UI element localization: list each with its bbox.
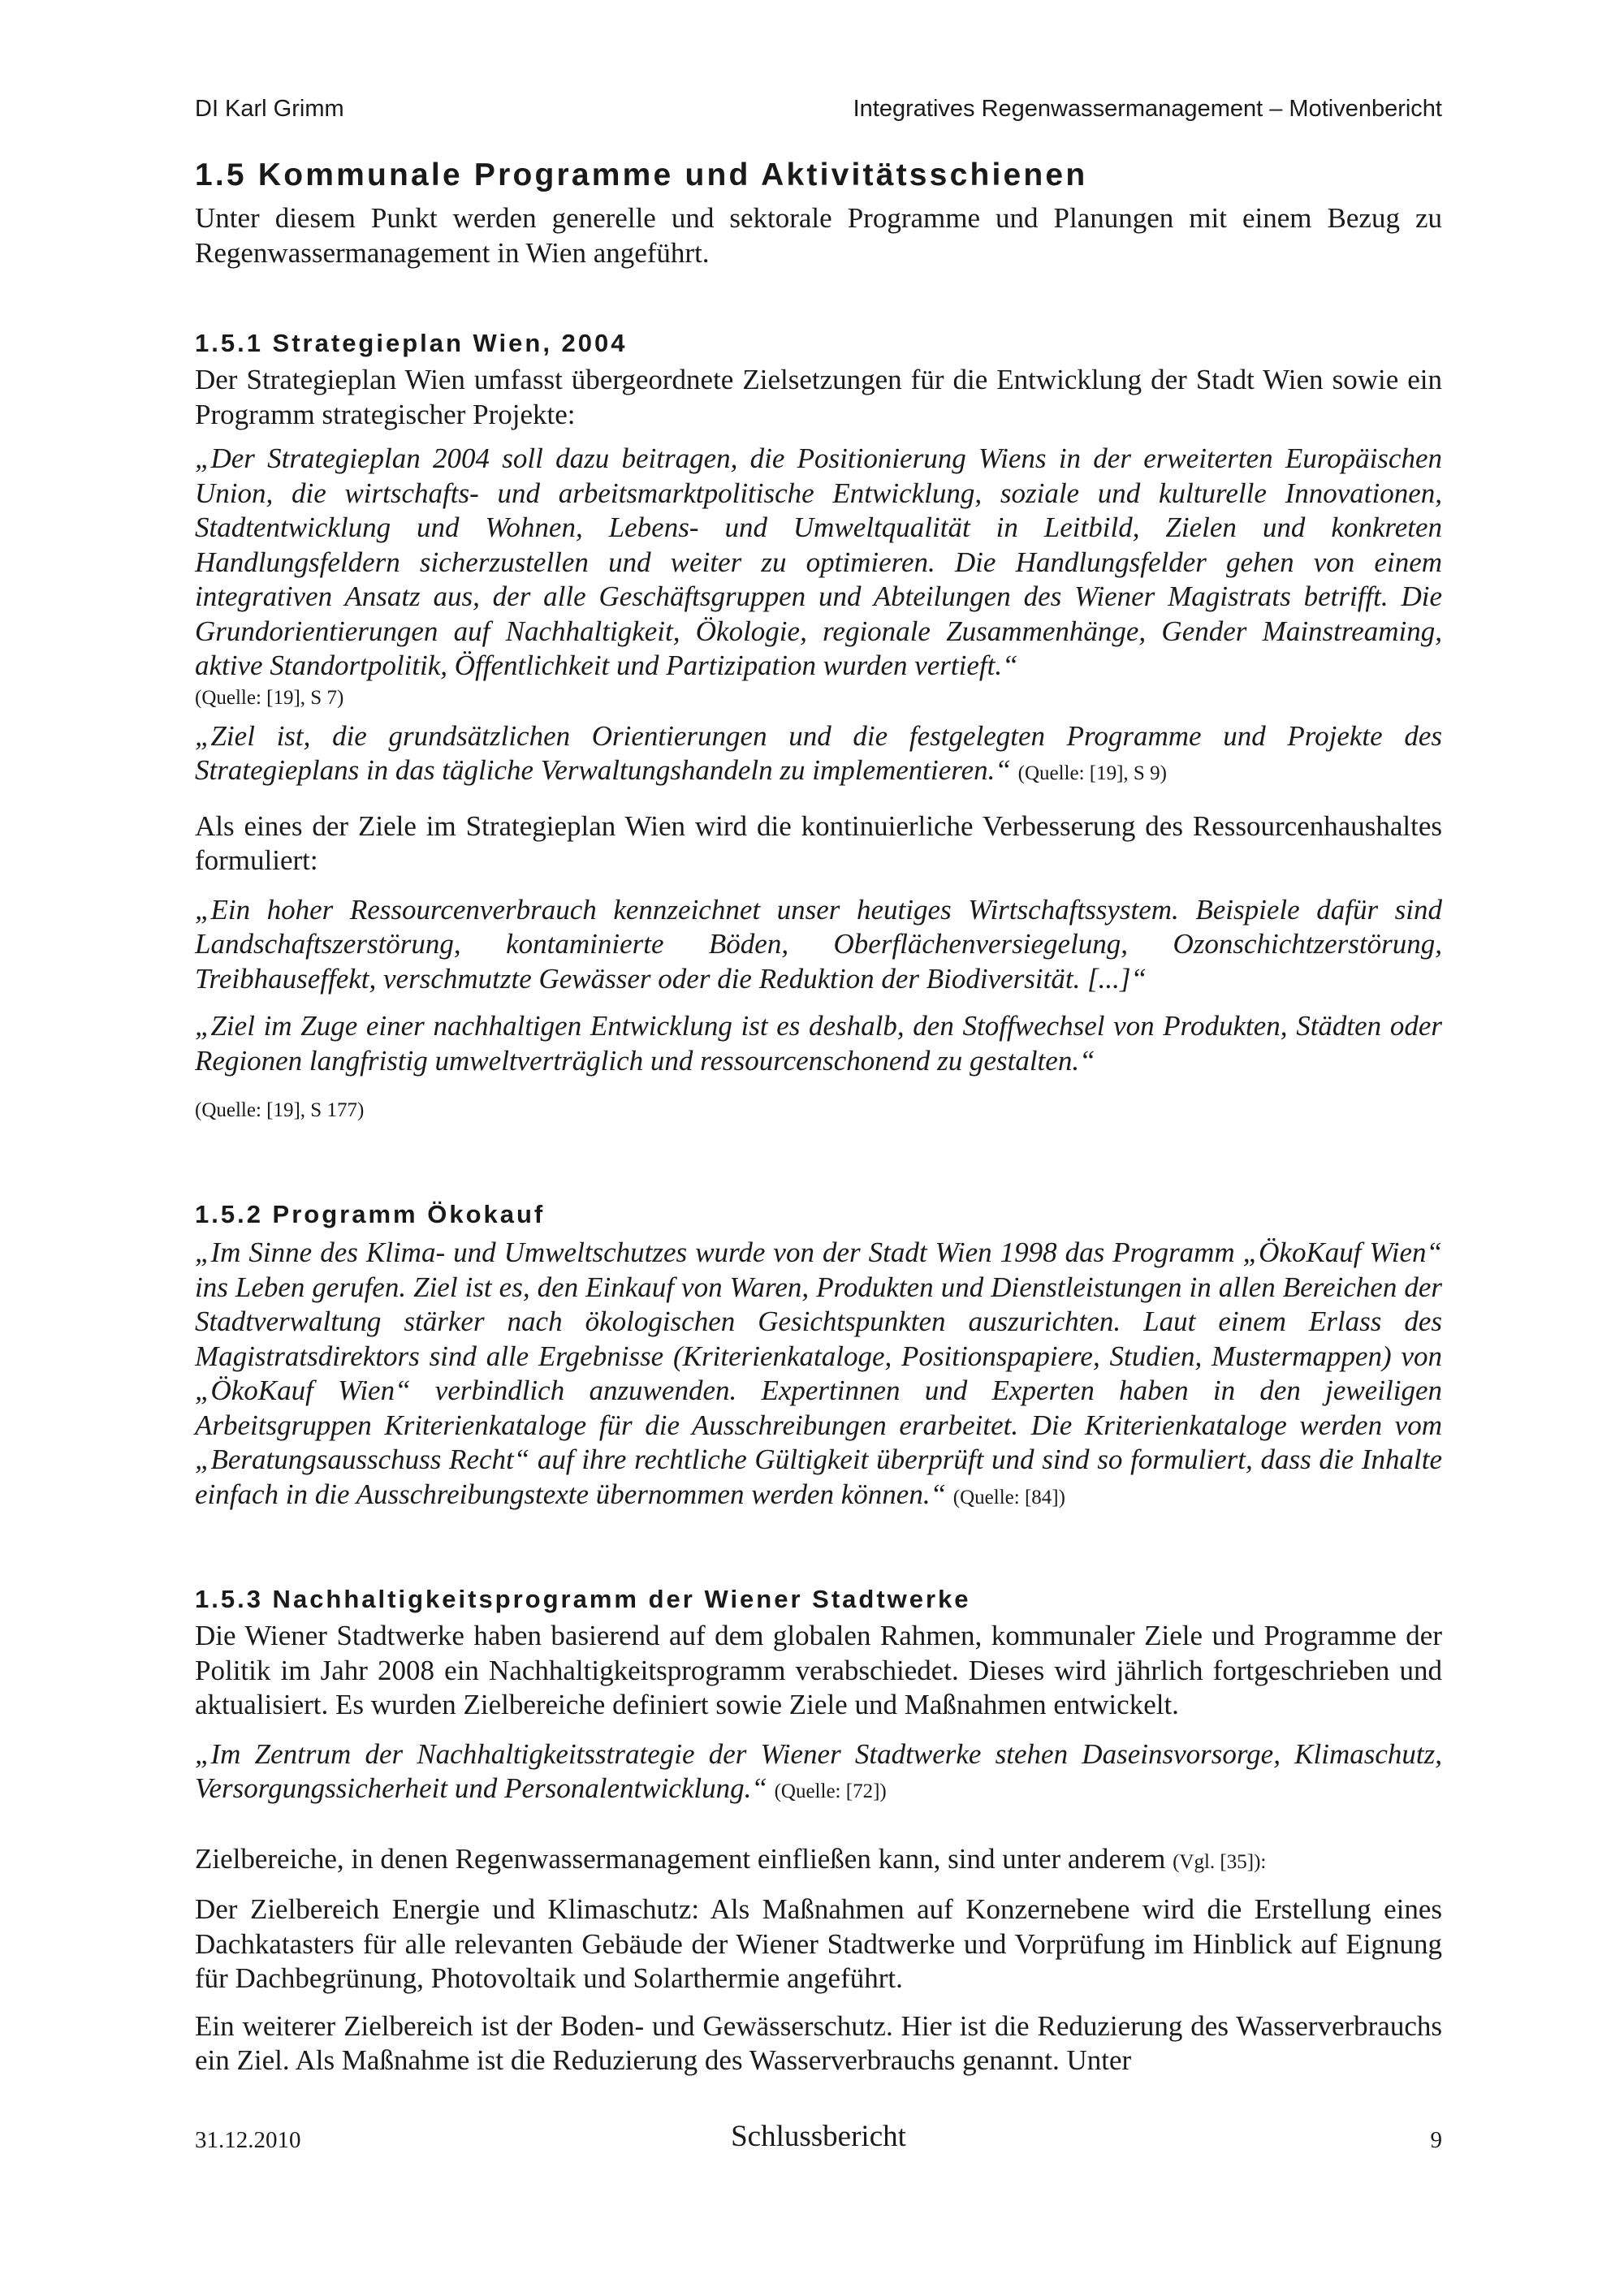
header-author: DI Karl Grimm xyxy=(195,96,344,122)
section-1-5-1-paragraph-1: Der Strategieplan Wien umfasst übergeordnete Zielsetzungen für die Entwicklung der Stadt Wien sowie ein Programm strategischer Projekte: xyxy=(195,364,1442,430)
section-1-5-1-paragraph-2: Als eines der Ziele im Strategieplan Wien wird die kontinuierliche Verbesserung des Ressourcenhaushaltes formuliert: xyxy=(195,809,1442,876)
stadtwerke-quote-text: „Im Zentrum der Nachhaltigkeitsstrategie der Wiener Stadtwerke stehen Daseinsvorsorge, Klimaschutz, Versorgungssicherheit und Personalentwicklung.“ xyxy=(195,1737,1442,1804)
section-1-5-3-heading: 1.5.3 Nachhaltigkeitsprogramm der Wiener Stadtwerke xyxy=(195,1585,971,1613)
section-1-5-3-paragraph-1: Die Wiener Stadtwerke haben basierend auf dem globalen Rahmen, kommunaler Ziele und Programme der Politik im Jahr 2008 ein Nachhaltigkeitsprogramm verabschiedet. Dieses wird jährlich fortgeschrieben und aktualisiert. Es wurden Zielbereiche definiert sowie Ziele und Maßnahmen entwickelt. xyxy=(195,1620,1442,1720)
quote-4-source: (Quelle: [19], S 177) xyxy=(195,1099,365,1121)
quote-2-text: „Ziel ist, die grundsätzlichen Orientierungen und die festgelegten Programme und Projekte des Strategieplans in das tägliche Verwaltungshandeln zu implementieren.“ xyxy=(195,719,1442,786)
page-footer xyxy=(195,2119,1442,2160)
section-1-5-1-quote-4: „Ziel im Zuge einer nachhaltigen Entwicklung ist es deshalb, den Stoffwechsel von Produkten, Städten oder Regionen langfristig umweltverträglich und ressourcenschonend zu gestalten.“ xyxy=(195,1010,1442,1077)
stadtwerke-quote-source: (Quelle: [72]) xyxy=(774,1780,887,1802)
page-content xyxy=(195,154,1442,2078)
section-1-5-1-quote-2 xyxy=(195,719,1442,792)
quote-1-text: „Der Strategieplan 2004 soll dazu beitragen, die Positionierung Wiens in der erweiterten Europäischen Union, die wirtschafts- und arbeitsmarktpolitische Entwicklung, soziale und kulturelle Innovationen, Stadtentwicklung und Wohnen, Lebens- und Umweltqualität in Leitbild, Zielen und konkreten Handlungsfeldern sicherzustellen und weiter zu optimieren. Die Handlungsfelder gehen von einem integrativen Ansatz aus, der alle Geschäftsgruppen und Abteilungen des Wiener Magistrats betrifft. Die Grundorientierungen auf Nachhaltigkeit, Ökologie, regionale Zusammenhänge, Gender Mainstreaming, aktive Standortpolitik, Öffentlichkeit und Partizipation wurden vertieft.“ xyxy=(195,442,1442,681)
section-1-5-intro: Unter diesem Punkt werden generelle und sektorale Programme und Planungen mit einem Bezug zu Regenwassermanagement in Wien angeführt. xyxy=(195,202,1442,269)
zielbereiche-text: Zielbereiche, in denen Regenwassermanagement einfließen kann, sind unter anderem xyxy=(195,1842,1166,1875)
page-header xyxy=(195,96,1442,128)
quote-2-source: (Quelle: [19], S 9) xyxy=(1017,762,1167,784)
section-1-5-3-paragraph-3: Der Zielbereich Energie und Klimaschutz: Als Maßnahmen auf Konzernebene wird die Erstellung eines Dachkatasters für alle relevanten Gebäude der Wiener Stadtwerke und Vorprüfung im Hinblick auf Eignung für Dachbegrünung, Photovoltaik und Solarthermie angeführt. xyxy=(195,1893,1442,1994)
section-1-5-3-paragraph-4: Ein weiterer Zielbereich ist der Boden- und Gewässerschutz. Hier ist die Reduzierung des Wasserverbrauchs ein Ziel. Als Maßnahme ist die Reduzierung des Wasserverbrauchs genannt. Unter xyxy=(195,2009,1442,2076)
zielbereiche-source: (Vgl. [35]): xyxy=(1173,1850,1267,1873)
section-1-5-2-quote-1 xyxy=(195,1236,1442,1515)
section-1-5-1-quote-3: „Ein hoher Ressourcenverbrauch kennzeichnet unser heutiges Wirtschaftssystem. Beispiele dafür sind Landschaftszerstörung, kontaminierte Böden, Oberflächenversiegelung, Ozonschichtzerstörung, Treibhauseffekt, verschmutzte Gewässer oder die Reduktion der Biodiversität. [...]“ xyxy=(195,893,1442,995)
header-title: Integratives Regenwassermanagement – Motivenbericht xyxy=(853,96,1442,122)
section-1-5-3-quote-1 xyxy=(195,1737,1442,1810)
section-1-5-heading: 1.5 Kommunale Programme und Aktivitätsschienen xyxy=(195,158,1088,192)
okokauf-quote-source: (Quelle: [84]) xyxy=(952,1486,1065,1508)
quote-1-source: (Quelle: [19], S 7) xyxy=(195,686,344,709)
page-number: 9 xyxy=(1430,2127,1442,2153)
section-1-5-2-heading: 1.5.2 Programm Ökokauf xyxy=(195,1200,546,1228)
section-1-5-3-paragraph-2 xyxy=(195,1842,1442,1880)
footer-date: 31.12.2010 xyxy=(195,2127,301,2153)
section-1-5-1-heading: 1.5.1 Strategieplan Wien, 2004 xyxy=(195,329,628,357)
footer-label: Schlussbericht xyxy=(731,2120,906,2153)
section-1-5-1-quote-1 xyxy=(195,442,1442,684)
okokauf-quote-text: „Im Sinne des Klima- und Umweltschutzes wurde von der Stadt Wien 1998 das Programm „ÖkoKauf Wien“ ins Leben gerufen. Ziel ist es, den Einkauf von Waren, Produkten und Dienstleistungen in allen Bereichen der Stadtverwaltung stärker nach ökologischen Gesichtspunkten auszurichten. Laut einem Erlass des Magistratsdirektors sind alle Ergebnisse (Kriterienkataloge, Positionspapiere, Studien, Mustermappen) von „ÖkoKauf Wien“ verbindlich anzuwenden. Expertinnen und Experten haben in den jeweiligen Arbeitsgruppen Kriterienkataloge für die Ausschreibungen erarbeitet. Die Kriterienkataloge werden vom „Beratungsausschuss Recht“ auf ihre rechtliche Gültigkeit überprüft und sind so formuliert, dass die Inhalte einfach in die Ausschreibungstexte übernommen werden können.“ xyxy=(195,1236,1442,1510)
